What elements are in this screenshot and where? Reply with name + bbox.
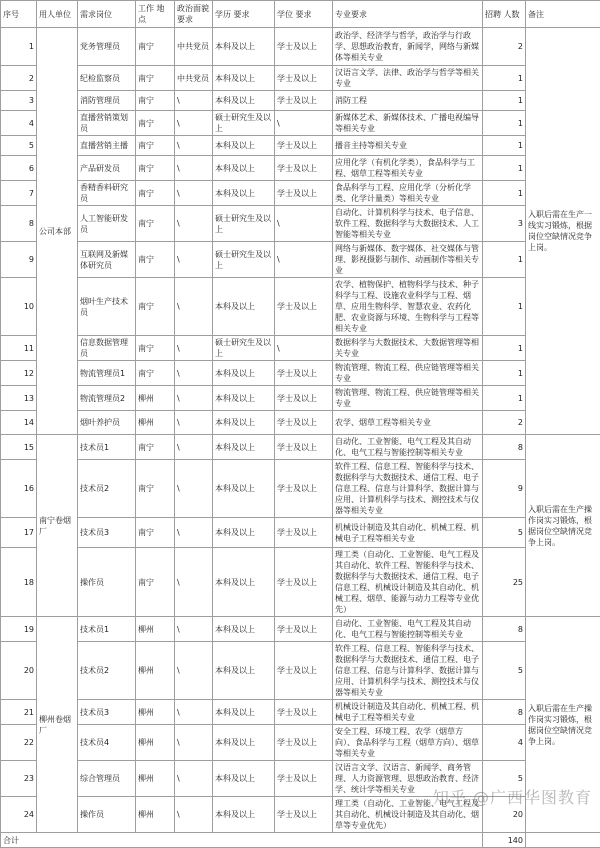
education-cell: 本科及以上 (213, 518, 275, 548)
count-cell: 8 (483, 700, 526, 725)
major-cell: 安全工程、环境工程、农学（烟草方向）、食品科学与工程（烟草方向）、烟草等相关专业 (333, 725, 483, 761)
count-cell: 5 (483, 761, 526, 797)
political-cell: \ (175, 242, 213, 278)
row-number: 2 (1, 66, 37, 91)
political-cell: \ (175, 411, 213, 435)
education-cell: 本科及以上 (213, 642, 275, 700)
degree-cell: 学士及以上 (275, 761, 333, 797)
count-cell: 5 (483, 642, 526, 700)
row-number: 16 (1, 460, 37, 518)
major-cell: 机械设计制造及其自动化、机械工程、机械电子工程等相关专业 (333, 518, 483, 548)
degree-cell: 学士及以上 (275, 548, 333, 617)
major-cell: 消防工程 (333, 91, 483, 111)
location-cell: 南宁 (136, 548, 175, 617)
post-cell: 技术员1 (78, 435, 136, 460)
location-cell: 南宁 (136, 242, 175, 278)
table-row (1, 460, 600, 518)
political-cell: \ (175, 617, 213, 642)
location-cell: 南宁 (136, 336, 175, 361)
education-cell: 本科及以上 (213, 411, 275, 435)
table-row (1, 361, 600, 386)
count-cell: 2 (483, 411, 526, 435)
table-row (1, 617, 600, 642)
location-cell: 柳州 (136, 411, 175, 435)
header-row (1, 1, 600, 28)
row-number: 18 (1, 548, 37, 617)
post-cell: 纪检监察员 (78, 66, 136, 91)
table-row (1, 336, 600, 361)
education-cell: 本科及以上 (213, 548, 275, 617)
post-cell: 技术员3 (78, 700, 136, 725)
row-number: 15 (1, 435, 37, 460)
political-cell: \ (175, 700, 213, 725)
education-cell: 本科及以上 (213, 700, 275, 725)
major-cell: 汉语言文学、法律、政治学与哲学等相关专业 (333, 66, 483, 91)
total-label: 合计 (1, 833, 483, 848)
table-row (1, 66, 600, 91)
political-cell: \ (175, 278, 213, 336)
table-row (1, 642, 600, 700)
location-cell: 南宁 (136, 91, 175, 111)
education-cell: 本科及以上 (213, 386, 275, 411)
table-row (1, 435, 600, 460)
post-cell: 互联网及新媒体研究员 (78, 242, 136, 278)
degree-cell: 学士及以上 (275, 460, 333, 518)
political-cell: \ (175, 548, 213, 617)
degree-cell: 学士及以上 (275, 386, 333, 411)
major-cell: 应用化学（有机化学类），食品科学与工程、烟草工程等相关专业 (333, 156, 483, 181)
unit-cell: 公司本部 (37, 28, 78, 435)
table-row (1, 181, 600, 206)
location-cell: 柳州 (136, 761, 175, 797)
major-cell: 自动化、工业智能、电气工程及其自动化、电气工程与智能控制等相关专业 (333, 435, 483, 460)
table-row (1, 28, 600, 66)
education-cell: 本科及以上 (213, 28, 275, 66)
degree-cell: 学士及以上 (275, 725, 333, 761)
location-cell: 柳州 (136, 386, 175, 411)
table-row (1, 111, 600, 136)
unit-cell: 南宁卷烟厂 (37, 435, 78, 617)
header-political: 政治面貌要求 (175, 1, 213, 28)
post-cell: 直播营销主播 (78, 136, 136, 156)
location-cell: 南宁 (136, 460, 175, 518)
education-cell: 硕士研究生及以上 (213, 242, 275, 278)
table-row (1, 411, 600, 435)
education-cell: 本科及以上 (213, 361, 275, 386)
post-cell: 综合管理员 (78, 761, 136, 797)
major-cell: 自动化、工业智能、电气工程及其自动化、电气工程与智能控制等相关专业 (333, 617, 483, 642)
note-cell: 入职后需在生产操作岗实习锻炼，根据岗位空缺情况竞争上岗。 (526, 617, 600, 833)
political-cell: \ (175, 761, 213, 797)
header-note: 备注 (526, 1, 600, 28)
political-cell: \ (175, 386, 213, 411)
major-cell: 政治学、经济学与哲学，政治学与行政学、思想政治教育，新闻学，网络与新媒体等相关专业 (333, 28, 483, 66)
row-number: 7 (1, 181, 37, 206)
row-number: 1 (1, 28, 37, 66)
row-number: 20 (1, 642, 37, 700)
degree-cell: 学士及以上 (275, 518, 333, 548)
header-post: 需求岗位 (78, 1, 136, 28)
education-cell: 本科及以上 (213, 156, 275, 181)
table-row (1, 91, 600, 111)
education-cell: 本科及以上 (213, 91, 275, 111)
row-number: 9 (1, 242, 37, 278)
total-note (526, 833, 600, 848)
row-number: 24 (1, 797, 37, 833)
row-number: 22 (1, 725, 37, 761)
post-cell: 烟叶养护员 (78, 411, 136, 435)
row-number: 21 (1, 700, 37, 725)
political-cell: 中共党员 (175, 28, 213, 66)
major-cell: 自动化、计算机科学与技术、电子信息、软件工程、数据科学与大数据技术、人工智能等相关专业 (333, 206, 483, 242)
major-cell: 物流管理、物流工程、供应链管理等相关专业 (333, 386, 483, 411)
location-cell: 柳州 (136, 700, 175, 725)
header-unit: 用人单位 (37, 1, 78, 28)
row-number: 10 (1, 278, 37, 336)
political-cell: \ (175, 181, 213, 206)
education-cell: 本科及以上 (213, 761, 275, 797)
row-number: 12 (1, 361, 37, 386)
post-cell: 物流管理员1 (78, 361, 136, 386)
total-row (1, 833, 600, 848)
education-cell: 硕士研究生及以上 (213, 206, 275, 242)
degree-cell: 学士及以上 (275, 136, 333, 156)
political-cell: \ (175, 797, 213, 833)
political-cell: \ (175, 725, 213, 761)
count-cell: 1 (483, 111, 526, 136)
political-cell: 中共党员 (175, 66, 213, 91)
location-cell: 南宁 (136, 111, 175, 136)
count-cell: 1 (483, 181, 526, 206)
political-cell: \ (175, 518, 213, 548)
political-cell: \ (175, 336, 213, 361)
header-education: 学历 要求 (213, 1, 275, 28)
post-cell: 物流管理员2 (78, 386, 136, 411)
row-number: 23 (1, 761, 37, 797)
count-cell: 1 (483, 91, 526, 111)
count-cell: 5 (483, 518, 526, 548)
degree-cell: \ (275, 336, 333, 361)
header-location: 工作 地点 (136, 1, 175, 28)
education-cell: 本科及以上 (213, 725, 275, 761)
education-cell: 本科及以上 (213, 136, 275, 156)
location-cell: 南宁 (136, 361, 175, 386)
watermark: 知乎 @广西华图教育 (433, 785, 592, 808)
location-cell: 柳州 (136, 617, 175, 642)
major-cell: 网络与新媒体、数字媒体、社交媒体与管理、影视摄影与制作、动画制作等相关专业 (333, 242, 483, 278)
location-cell: 柳州 (136, 725, 175, 761)
political-cell: \ (175, 642, 213, 700)
header-count: 招聘 人数 (483, 1, 526, 28)
degree-cell: 学士及以上 (275, 617, 333, 642)
count-cell: 1 (483, 278, 526, 336)
political-cell: \ (175, 111, 213, 136)
degree-cell: 学士及以上 (275, 435, 333, 460)
count-cell: 20 (483, 797, 526, 833)
count-cell: 8 (483, 435, 526, 460)
post-cell: 技术员2 (78, 460, 136, 518)
degree-cell: 学士及以上 (275, 700, 333, 725)
table-row (1, 797, 600, 833)
post-cell: 烟叶生产技术员 (78, 278, 136, 336)
education-cell: 本科及以上 (213, 435, 275, 460)
major-cell: 理工类（自动化、工业智能、电气工程及其自动化、机械设计制造及其自动化、烟草等专业优先） (333, 797, 483, 833)
post-cell: 信息数据管理员 (78, 336, 136, 361)
education-cell: 本科及以上 (213, 460, 275, 518)
total-value: 140 (483, 833, 526, 848)
post-cell: 党务管理员 (78, 28, 136, 66)
major-cell: 软件工程、信息工程、智能科学与技术、数据科学与大数据技术、通信工程、电子信息工程、信息与计算科学、数据计算与应用、计算机科学与技术、测控技术与仪器等相关专业 (333, 642, 483, 700)
education-cell: 本科及以上 (213, 797, 275, 833)
education-cell: 硕士研究生及以上 (213, 336, 275, 361)
location-cell: 柳州 (136, 797, 175, 833)
row-number: 4 (1, 111, 37, 136)
post-cell: 操作员 (78, 797, 136, 833)
count-cell: 25 (483, 548, 526, 617)
education-cell: 硕士研究生及以上 (213, 111, 275, 136)
major-cell: 机械设计制造及其自动化、机械工程、机械电子工程等相关专业 (333, 700, 483, 725)
count-cell: 1 (483, 242, 526, 278)
post-cell: 技术员4 (78, 725, 136, 761)
count-cell: 8 (483, 617, 526, 642)
political-cell: \ (175, 361, 213, 386)
major-cell: 软件工程、信息工程、智能科学与技术、数据科学与大数据技术、通信工程、电子信息工程、信息与计算科学、数据计算与应用、计算机科学与技术、测控技术与仪器等相关专业 (333, 460, 483, 518)
location-cell: 南宁 (136, 156, 175, 181)
post-cell: 消防管理员 (78, 91, 136, 111)
major-cell: 理工类（自动化、工业智能、电气工程及其自动化、软件工程、智能科学与技术、数据科学与大数据技术、通信工程、电子信息工程、机械设计制造及其自动化、机械工程、烟草、能源与动力工程等专业优先） (333, 548, 483, 617)
major-cell: 物流管理、物流工程、供应链管理等相关专业 (333, 361, 483, 386)
degree-cell: 学士及以上 (275, 66, 333, 91)
note-cell: 入职后需在生产操作岗实习锻炼，根据岗位空缺情况竞争上岗。 (526, 435, 600, 617)
post-cell: 技术员1 (78, 617, 136, 642)
post-cell: 技术员3 (78, 518, 136, 548)
degree-cell: \ (275, 242, 333, 278)
table-row (1, 206, 600, 242)
location-cell: 南宁 (136, 518, 175, 548)
political-cell: \ (175, 206, 213, 242)
count-cell: 1 (483, 156, 526, 181)
post-cell: 香精香料研究员 (78, 181, 136, 206)
location-cell: 南宁 (136, 435, 175, 460)
row-number: 8 (1, 206, 37, 242)
post-cell: 人工智能研发员 (78, 206, 136, 242)
count-cell: 4 (483, 725, 526, 761)
major-cell: 农学、植物保护、植物科学与技术、种子科学与工程、设施农业科学与工程、烟草、应用生物科学、智慧农业、农药化肥、农业资源与环境、生物科学与工程等相关专业 (333, 278, 483, 336)
degree-cell: 学士及以上 (275, 361, 333, 386)
location-cell: 南宁 (136, 181, 175, 206)
major-cell: 数据科学与大数据技术、大数据管理等相关专业 (333, 336, 483, 361)
post-cell: 产品研发员 (78, 156, 136, 181)
political-cell: \ (175, 435, 213, 460)
table-row (1, 548, 600, 617)
count-cell: 3 (483, 206, 526, 242)
political-cell: \ (175, 156, 213, 181)
location-cell: 南宁 (136, 206, 175, 242)
table-row (1, 700, 600, 725)
location-cell: 柳州 (136, 642, 175, 700)
row-number: 19 (1, 617, 37, 642)
table-row (1, 278, 600, 336)
degree-cell: \ (275, 111, 333, 136)
major-cell: 汉语言文学、汉语言、新闻学、商务管理、人力资源管理、思想政治教育、经济学、统计学等相关专业 (333, 761, 483, 797)
note-cell: 入职后需在生产一线实习锻炼，根据岗位空缺情况竞争上岗。 (526, 28, 600, 435)
row-number: 3 (1, 91, 37, 111)
degree-cell: 学士及以上 (275, 278, 333, 336)
table-row (1, 518, 600, 548)
row-number: 14 (1, 411, 37, 435)
count-cell: 1 (483, 386, 526, 411)
location-cell: 南宁 (136, 278, 175, 336)
header-no: 序号 (1, 1, 37, 28)
table-row (1, 136, 600, 156)
row-number: 17 (1, 518, 37, 548)
degree-cell: 学士及以上 (275, 797, 333, 833)
political-cell: \ (175, 91, 213, 111)
row-number: 5 (1, 136, 37, 156)
table-row (1, 386, 600, 411)
degree-cell: 学士及以上 (275, 28, 333, 66)
row-number: 6 (1, 156, 37, 181)
location-cell: 南宁 (136, 66, 175, 91)
row-number: 11 (1, 336, 37, 361)
education-cell: 本科及以上 (213, 181, 275, 206)
count-cell: 1 (483, 336, 526, 361)
header-major: 专业要求 (333, 1, 483, 28)
location-cell: 南宁 (136, 28, 175, 66)
count-cell: 2 (483, 28, 526, 66)
post-cell: 技术员2 (78, 642, 136, 700)
degree-cell: 学士及以上 (275, 181, 333, 206)
major-cell: 农学、烟草工程等相关专业 (333, 411, 483, 435)
table-row (1, 761, 600, 797)
count-cell: 1 (483, 136, 526, 156)
major-cell: 播音主持等相关专业 (333, 136, 483, 156)
education-cell: 本科及以上 (213, 278, 275, 336)
count-cell: 1 (483, 66, 526, 91)
major-cell: 食品科学与工程、应用化学（分析化学类、化学计量类）等相关专业 (333, 181, 483, 206)
degree-cell: 学士及以上 (275, 411, 333, 435)
table-row (1, 242, 600, 278)
education-cell: 本科及以上 (213, 617, 275, 642)
header-degree: 学位 要求 (275, 1, 333, 28)
political-cell: \ (175, 136, 213, 156)
education-cell: 本科及以上 (213, 66, 275, 91)
unit-cell: 柳州卷烟厂 (37, 617, 78, 833)
table-row (1, 725, 600, 761)
location-cell: 南宁 (136, 136, 175, 156)
post-cell: 直播营销策划员 (78, 111, 136, 136)
table-row (1, 156, 600, 181)
count-cell: 1 (483, 361, 526, 386)
degree-cell: 学士及以上 (275, 91, 333, 111)
degree-cell: \ (275, 206, 333, 242)
count-cell: 9 (483, 460, 526, 518)
degree-cell: 学士及以上 (275, 642, 333, 700)
post-cell: 操作员 (78, 548, 136, 617)
political-cell: \ (175, 460, 213, 518)
major-cell: 新媒体艺术、新媒体技术、广播电视编导等相关专业 (333, 111, 483, 136)
degree-cell: 学士及以上 (275, 156, 333, 181)
row-number: 13 (1, 386, 37, 411)
